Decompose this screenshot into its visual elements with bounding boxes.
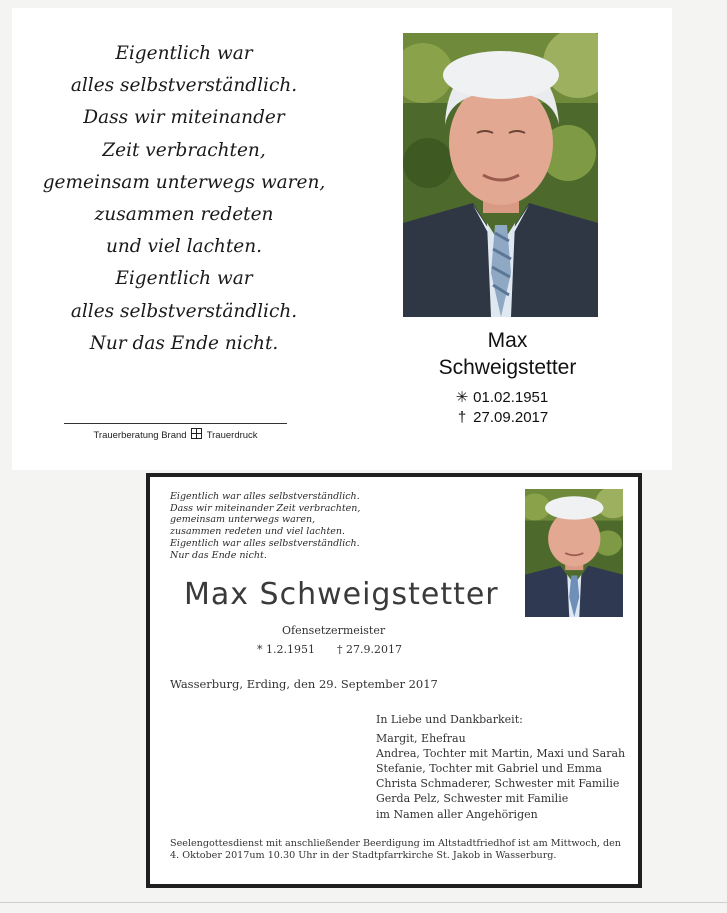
place-date: Wasserburg, Erding, den 29. September 2017	[170, 677, 438, 691]
cross-box-icon	[191, 428, 202, 439]
birth-date: 01.02.1951	[473, 389, 549, 406]
notice-poem	[170, 491, 360, 561]
poem-line: und viel lachten.	[105, 236, 263, 258]
poem-line: Dass wir miteinander Zeit verbrachten,	[170, 502, 361, 514]
mourners-list	[376, 712, 625, 822]
mourner: Andrea, Tochter mit Martin, Maxi und Sarah	[376, 747, 626, 761]
poem-line: Eigentlich war	[115, 268, 253, 290]
mourners-heading: In Liebe und Dankbarkeit:	[376, 713, 523, 726]
poem-line: zusammen redeten und viel lachten.	[170, 526, 346, 538]
poem-line: alles selbstverständlich.	[70, 75, 298, 97]
portrait-photo	[403, 33, 598, 317]
death-date: 27.09.2017	[473, 409, 549, 426]
last-name: Schweigstetter	[438, 356, 577, 379]
poem-line: alles selbstverständlich.	[70, 300, 298, 322]
notice-dates	[257, 643, 402, 656]
funeral-home-imprint	[64, 428, 287, 441]
funeral-home-name: Trauerberatung Brand	[93, 430, 187, 441]
scan-edge	[0, 902, 727, 903]
death-cross-icon: †	[457, 409, 467, 426]
poem-line: Eigentlich war alles selbstverständlich.	[170, 491, 360, 502]
life-dates	[455, 388, 548, 428]
card-poem	[34, 38, 334, 360]
birth-star-icon: ✳	[455, 389, 469, 406]
occupation: Ofensetzermeister	[282, 624, 386, 637]
notice-birth: * 1.2.1951	[257, 643, 315, 656]
poem-line: Dass wir miteinander	[83, 107, 285, 129]
death-row	[455, 408, 548, 428]
notice-death: † 27.9.2017	[336, 643, 402, 656]
first-name: Max	[487, 329, 528, 352]
mourner: Stefanie, Tochter mit Gabriel und Emma	[376, 762, 602, 776]
poem-line: Nur das Ende nicht.	[89, 332, 279, 354]
poem-line: gemeinsam unterwegs waren,	[170, 514, 316, 526]
death-notice	[146, 473, 642, 888]
poem-line: Zeit verbrachten,	[102, 139, 266, 161]
poem-line: Eigentlich war alles selbstverständlich.	[170, 537, 360, 549]
mourner: im Namen aller Angehörigen	[376, 807, 538, 821]
notice-portrait-photo	[525, 489, 623, 617]
divider	[64, 423, 287, 424]
notice-name: Max Schweigstetter	[184, 577, 499, 612]
poem-line: Nur das Ende nicht.	[170, 549, 267, 561]
mourner: Margit, Ehefrau	[376, 732, 466, 746]
poem-line: gemeinsam unterwegs waren,	[42, 171, 326, 193]
mourner: Gerda Pelz, Schwester mit Familie	[376, 792, 569, 806]
poem-line: Eigentlich war	[115, 43, 253, 64]
deceased-name	[400, 327, 615, 381]
mourner: Christa Schmaderer, Schwester mit Familie	[376, 777, 620, 791]
poem-line: zusammen redeten	[94, 204, 274, 226]
funeral-print-label: Trauerdruck	[206, 430, 258, 441]
birth-row	[455, 388, 548, 408]
service-info: Seelengottesdienst mit anschließender Beerdigung im Altstadtfriedhof ist am Mittwoch, den 4. Oktober 2017um 10.30 Uhr in der Stadtpfarrkirche St. Jakob in Wasserburg.	[170, 838, 621, 862]
